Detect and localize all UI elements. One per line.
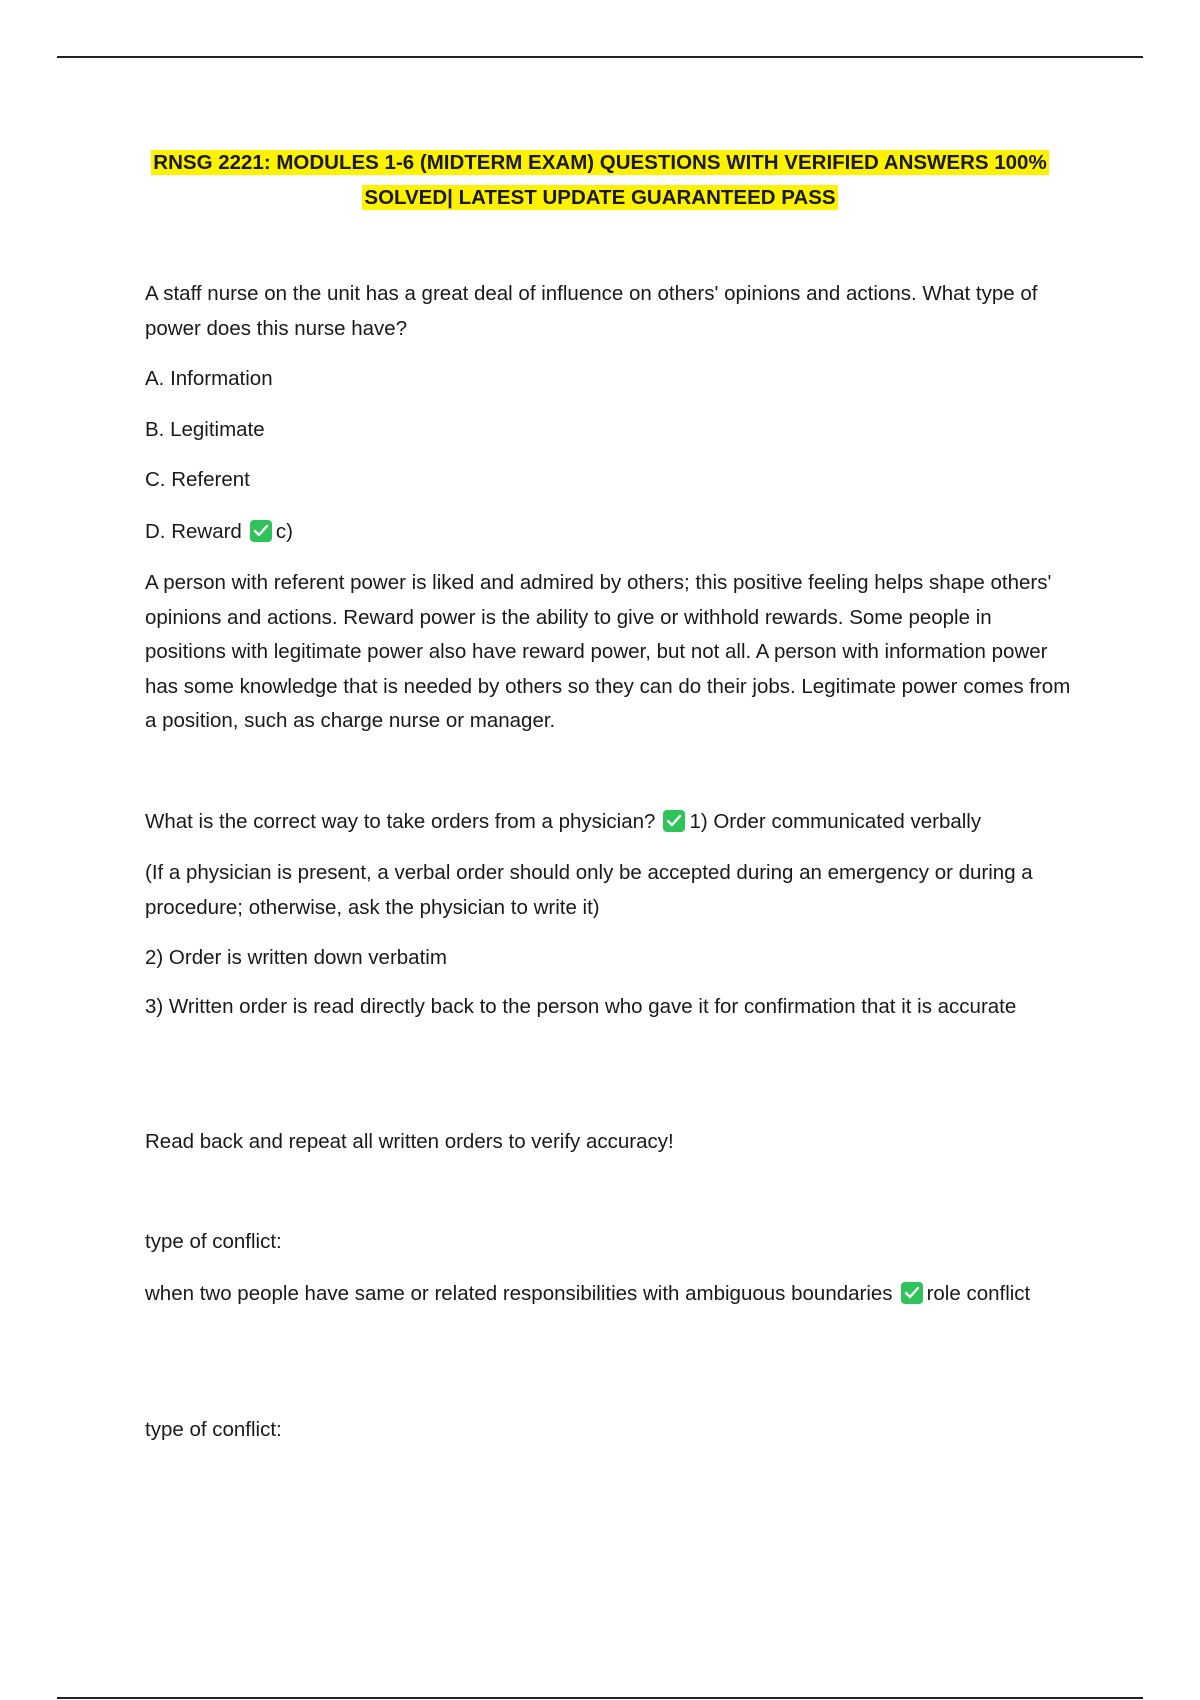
q2-answer-3: 3) Written order is read directly back to the person who gave it for confirmation that it is accurate	[145, 995, 1017, 1018]
q2-question-row	[145, 805, 1075, 840]
q1-answer: c)	[275, 520, 293, 543]
q3-question: when two people have same or related responsibilities with ambiguous boundaries	[145, 1282, 893, 1305]
q2-question: What is the correct way to take orders from a physician?	[145, 810, 656, 833]
check-icon	[663, 810, 685, 832]
q3-answer: role conflict	[926, 1282, 1031, 1305]
q1-option-a: A. Information	[145, 367, 273, 390]
check-icon	[250, 520, 272, 542]
bottom-rule	[57, 1697, 1143, 1699]
q4-heading: type of conflict:	[145, 1418, 282, 1441]
q1-explanation: A person with referent power is liked and admired by others; this positive feeling helps shape others' opinions and actions. Reward power is the ability to give or withhold rewards. Some people in positions with legitimate power also have reward power, but not all. A person with information power has some knowledge that is needed by others so they can do their jobs. Legitimate power comes from a position, such as charge nurse or manager.	[145, 571, 1071, 732]
title-line-2: SOLVED| LATEST UPDATE GUARANTEED PASS	[364, 186, 836, 209]
q1-option-d: D. Reward	[145, 520, 242, 543]
q2-answer-1: 1) Order communicated verbally	[689, 810, 982, 833]
top-rule	[57, 56, 1143, 58]
title-line-1: RNSG 2221: MODULES 1-6 (MIDTERM EXAM) QUESTIONS WITH VERIFIED ANSWERS 100%	[153, 151, 1047, 174]
q1-option-b: B. Legitimate	[145, 418, 265, 441]
document-title	[140, 145, 1060, 215]
q3-question-row	[145, 1277, 1075, 1312]
q1-option-d-row	[145, 515, 1075, 550]
q3-heading: type of conflict:	[145, 1230, 282, 1253]
q2-note: (If a physician is present, a verbal order should only be accepted during an emergency or during a procedure; otherwise, ask the physician to write it)	[145, 861, 1033, 919]
q2-answer-2: 2) Order is written down verbatim	[145, 946, 447, 969]
check-icon	[901, 1282, 923, 1304]
q1-question: A staff nurse on the unit has a great deal of influence on others' opinions and actions. What type of power does this nurse have?	[145, 282, 1038, 340]
q1-option-c: C. Referent	[145, 468, 250, 491]
q2-summary: Read back and repeat all written orders to verify accuracy!	[145, 1130, 674, 1153]
